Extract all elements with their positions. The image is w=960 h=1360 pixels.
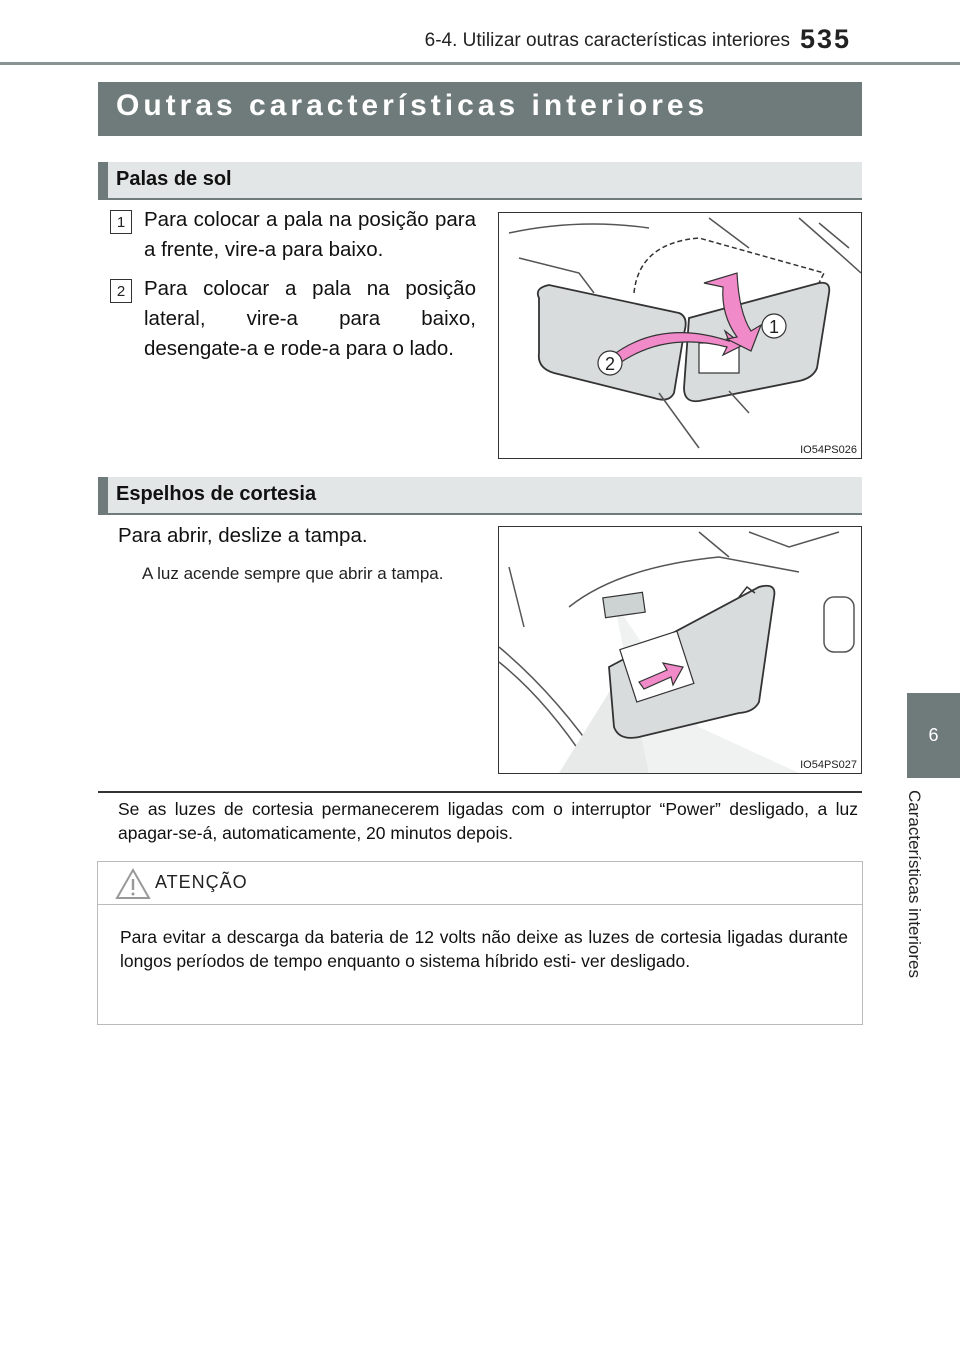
mirror-figure	[498, 526, 862, 774]
mirror-detail: A luz acende sempre que abrir a tampa.	[142, 564, 444, 583]
chapter-label-text: Características interiores	[905, 790, 924, 979]
chapter-number: 6	[928, 725, 939, 745]
subheader-mirrors	[98, 477, 862, 515]
step-text: Para colocar a pala na posição para a frente, vire-a para baixo.	[144, 208, 476, 261]
mirror-instruction: Para abrir, deslize a tampa.	[118, 524, 368, 547]
warning-triangle-icon	[115, 868, 151, 900]
sunvisor-figure	[498, 212, 862, 459]
sunvisor-illustration	[499, 213, 861, 458]
figure-code: IO54PS026	[800, 444, 857, 456]
subheader-title: Espelhos de cortesia	[116, 483, 317, 505]
warning-header-rule	[97, 904, 863, 905]
warning-text: Para evitar a descarga da bateria de 12 volts não deixe as luzes de cortesia ligadas durante longos períodos de tempo enquanto o sistema híbrido esti- ver desligado.	[120, 927, 848, 971]
subheader-sunvisors	[98, 162, 862, 200]
info-note: Se as luzes de cortesia permanecerem ligadas com o interruptor “Power” desligado, a luz apagar-se-á, automaticamente, 20 minutos depois.	[118, 799, 858, 843]
callout-1: 1	[768, 317, 780, 337]
chapter-label	[884, 790, 944, 1210]
note-separator	[98, 791, 862, 793]
page-title: Outras características interiores	[116, 89, 709, 122]
page-number: 535	[800, 24, 852, 54]
step-number: 1	[110, 210, 132, 234]
chapter-tab	[907, 693, 960, 778]
figure-code: IO54PS027	[800, 759, 857, 771]
running-header: 6-4. Utilizar outras características interiores	[424, 30, 790, 51]
subheader-accent	[98, 162, 108, 198]
subheader-accent	[98, 477, 108, 513]
step-text: Para colocar a pala na posição lateral, vire-a para baixo, desengate-a e rode-a para o lado.	[144, 277, 476, 360]
callout-2: 2	[604, 354, 616, 374]
subheader-title: Palas de sol	[116, 168, 232, 190]
header-rule	[0, 62, 960, 65]
mirror-illustration	[499, 527, 861, 773]
warning-title: ATENÇÃO	[155, 872, 248, 892]
step-number: 2	[110, 279, 132, 303]
